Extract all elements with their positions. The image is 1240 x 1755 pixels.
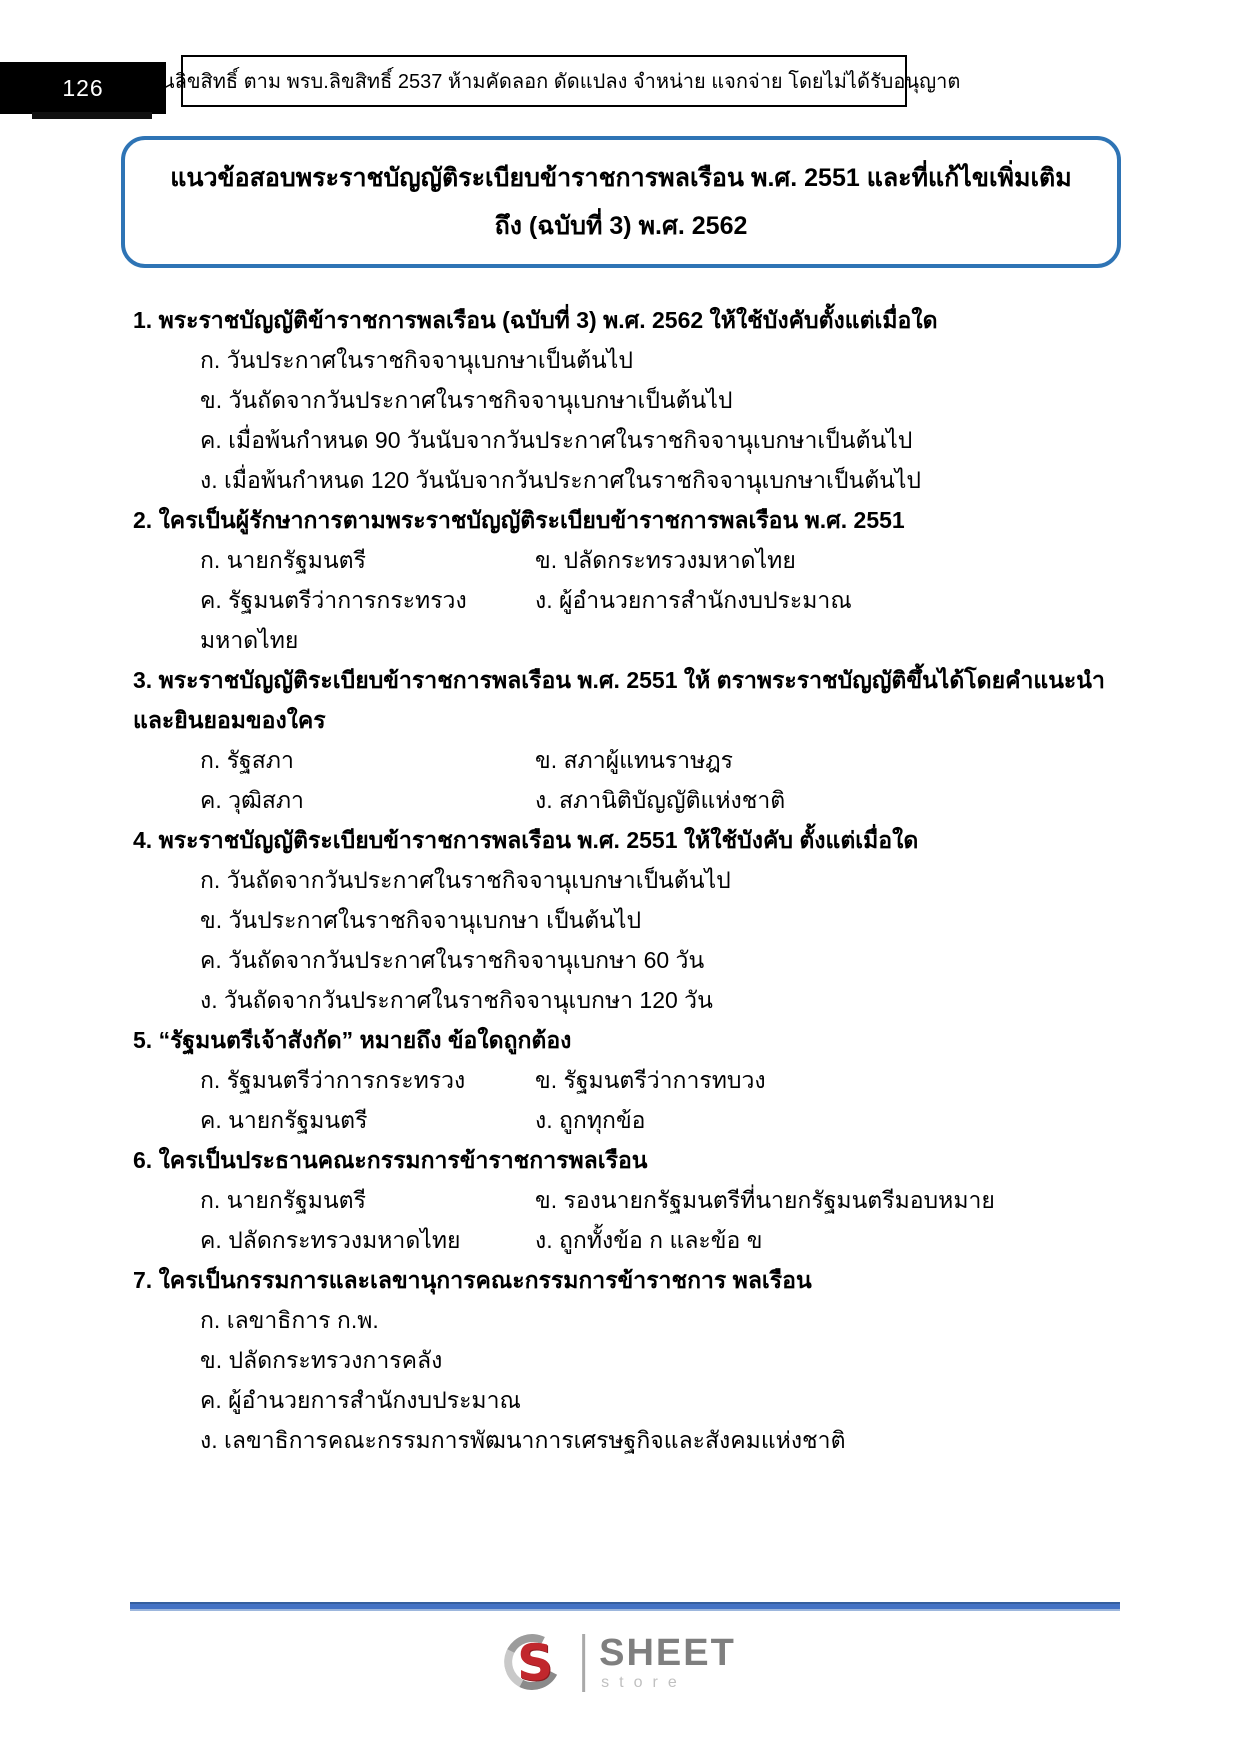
option-c: ค. รัฐมนตรีว่าการกระทรวงมหาดไทย <box>200 587 467 653</box>
question-text: 7. ใครเป็นกรรมการและเลขานุการคณะกรรมการข้าราชการ พลเรือน <box>133 1267 812 1293</box>
logo-text <box>599 1633 736 1693</box>
question-block-3 <box>133 660 1123 820</box>
copyright-text: สงวนลิขสิทธิ์ ตาม พรบ.ลิขสิทธิ์ 2537 ห้ามคัดลอก ดัดแปลง จำหน่าย แจกจ่าย โดยไม่ได้รับอนุญาต <box>127 71 961 93</box>
question-text: 6. ใครเป็นประธานคณะกรรมการข้าราชการพลเรือน <box>133 1147 648 1173</box>
option-a: ก. รัฐมนตรีว่าการกระทรวง <box>200 1067 466 1093</box>
option-d: ง. สภานิติบัญญัติแห่งชาติ <box>535 787 786 813</box>
option-b: ข. รัฐมนตรีว่าการทบวง <box>535 1067 766 1093</box>
option-c: ค. นายกรัฐมนตรี <box>200 1107 368 1133</box>
brand-subtitle: store <box>601 1674 687 1691</box>
question-block-6 <box>133 1140 1123 1260</box>
sheet-store-logo-icon <box>504 1632 568 1694</box>
question-text: 5. “รัฐมนตรีเจ้าสังกัด” หมายถึง ข้อใดถูกต้อง <box>133 1027 572 1053</box>
option-d: ง. วันถัดจากวันประกาศในราชกิจจานุเบกษา 120 วัน <box>200 987 713 1013</box>
question-text: 1. พระราชบัญญัติข้าราชการพลเรือน (ฉบับที่ 3) พ.ศ. 2562 ให้ใช้บังคับตั้งแต่เมื่อใด <box>133 307 938 333</box>
question-block-7 <box>133 1260 1123 1460</box>
footer-divider <box>130 1602 1120 1611</box>
option-a: ก. นายกรัฐมนตรี <box>200 1187 366 1213</box>
option-d: ง. ถูกทุกข้อ <box>535 1107 646 1133</box>
option-c: ค. ผู้อำนวยการสำนักงบประมาณ <box>200 1387 521 1413</box>
option-d: ง. เลขาธิการคณะกรรมการพัฒนาการเศรษฐกิจและสังคมแห่งชาติ <box>200 1427 846 1453</box>
logo-divider <box>582 1634 585 1692</box>
brand-name: SHEET <box>599 1632 736 1674</box>
option-b: ข. สภาผู้แทนราษฎร <box>535 747 734 773</box>
option-b: ข. รองนายกรัฐมนตรีที่นายกรัฐมนตรีมอบหมาย <box>535 1187 995 1213</box>
option-a: ก. เลขาธิการ ก.พ. <box>200 1307 379 1333</box>
option-b: ข. ปลัดกระทรวงมหาดไทย <box>535 547 796 573</box>
option-a: ก. วันประกาศในราชกิจจานุเบกษาเป็นต้นไป <box>200 347 633 373</box>
question-options <box>133 340 1123 500</box>
question-text: 3. พระราชบัญญัติระเบียบข้าราชการพลเรือน พ.ศ. 2551 ให้ ตราพระราชบัญญัติขึ้นได้โดยคำแนะนำและยินยอมของใคร <box>133 667 1105 733</box>
question-block-5 <box>133 1020 1123 1140</box>
option-c: ค. วุฒิสภา <box>200 787 304 813</box>
question-block-1 <box>133 300 1123 500</box>
logo-letter: S <box>517 1634 554 1692</box>
option-a: ก. รัฐสภา <box>200 747 294 773</box>
question-options <box>133 540 1123 660</box>
option-b: ข. ปลัดกระทรวงการคลัง <box>200 1347 443 1373</box>
question-block-2 <box>133 500 1123 660</box>
option-d: ง. ผู้อำนวยการสำนักงบประมาณ <box>535 587 852 613</box>
page-number-shadow <box>32 112 152 119</box>
question-block-4 <box>133 820 1123 1020</box>
option-a: ก. นายกรัฐมนตรี <box>200 547 366 573</box>
question-options <box>133 860 1123 1020</box>
question-text: 2. ใครเป็นผู้รักษาการตามพระราชบัญญัติระเบียบข้าราชการพลเรือน พ.ศ. 2551 <box>133 507 905 533</box>
option-c: ค. วันถัดจากวันประกาศในราชกิจจานุเบกษา 60 วัน <box>200 947 705 973</box>
page-title: แนวข้อสอบพระราชบัญญัติระเบียบข้าราชการพลเรือน พ.ศ. 2551 และที่แก้ไขเพิ่มเติมถึง (ฉบับที่ 3) พ.ศ. 2562 <box>170 164 1072 240</box>
option-a: ก. วันถัดจากวันประกาศในราชกิจจานุเบกษาเป็นต้นไป <box>200 867 731 893</box>
question-options <box>133 1180 1123 1260</box>
question-options <box>133 740 1123 820</box>
question-options <box>133 1060 1123 1140</box>
question-options <box>133 1300 1123 1460</box>
copyright-box <box>127 55 961 107</box>
option-d: ง. ถูกทั้งข้อ ก และข้อ ข <box>535 1227 763 1253</box>
title-box <box>121 136 1121 268</box>
questions-area <box>133 300 1123 1460</box>
sheet-store-logo <box>504 1632 736 1694</box>
option-b: ข. วันประกาศในราชกิจจานุเบกษา เป็นต้นไป <box>200 907 642 933</box>
option-c: ค. ปลัดกระทรวงมหาดไทย <box>200 1227 461 1253</box>
option-d: ง. เมื่อพ้นกำหนด 120 วันนับจากวันประกาศในราชกิจจานุเบกษาเป็นต้นไป <box>200 467 922 493</box>
option-b: ข. วันถัดจากวันประกาศในราชกิจจานุเบกษาเป็นต้นไป <box>200 387 733 413</box>
page-number: 126 <box>62 74 104 101</box>
question-text: 4. พระราชบัญญัติระเบียบข้าราชการพลเรือน พ.ศ. 2551 ให้ใช้บังคับ ตั้งแต่เมื่อใด <box>133 827 919 853</box>
option-c: ค. เมื่อพ้นกำหนด 90 วันนับจากวันประกาศในราชกิจจานุเบกษาเป็นต้นไป <box>200 427 913 453</box>
